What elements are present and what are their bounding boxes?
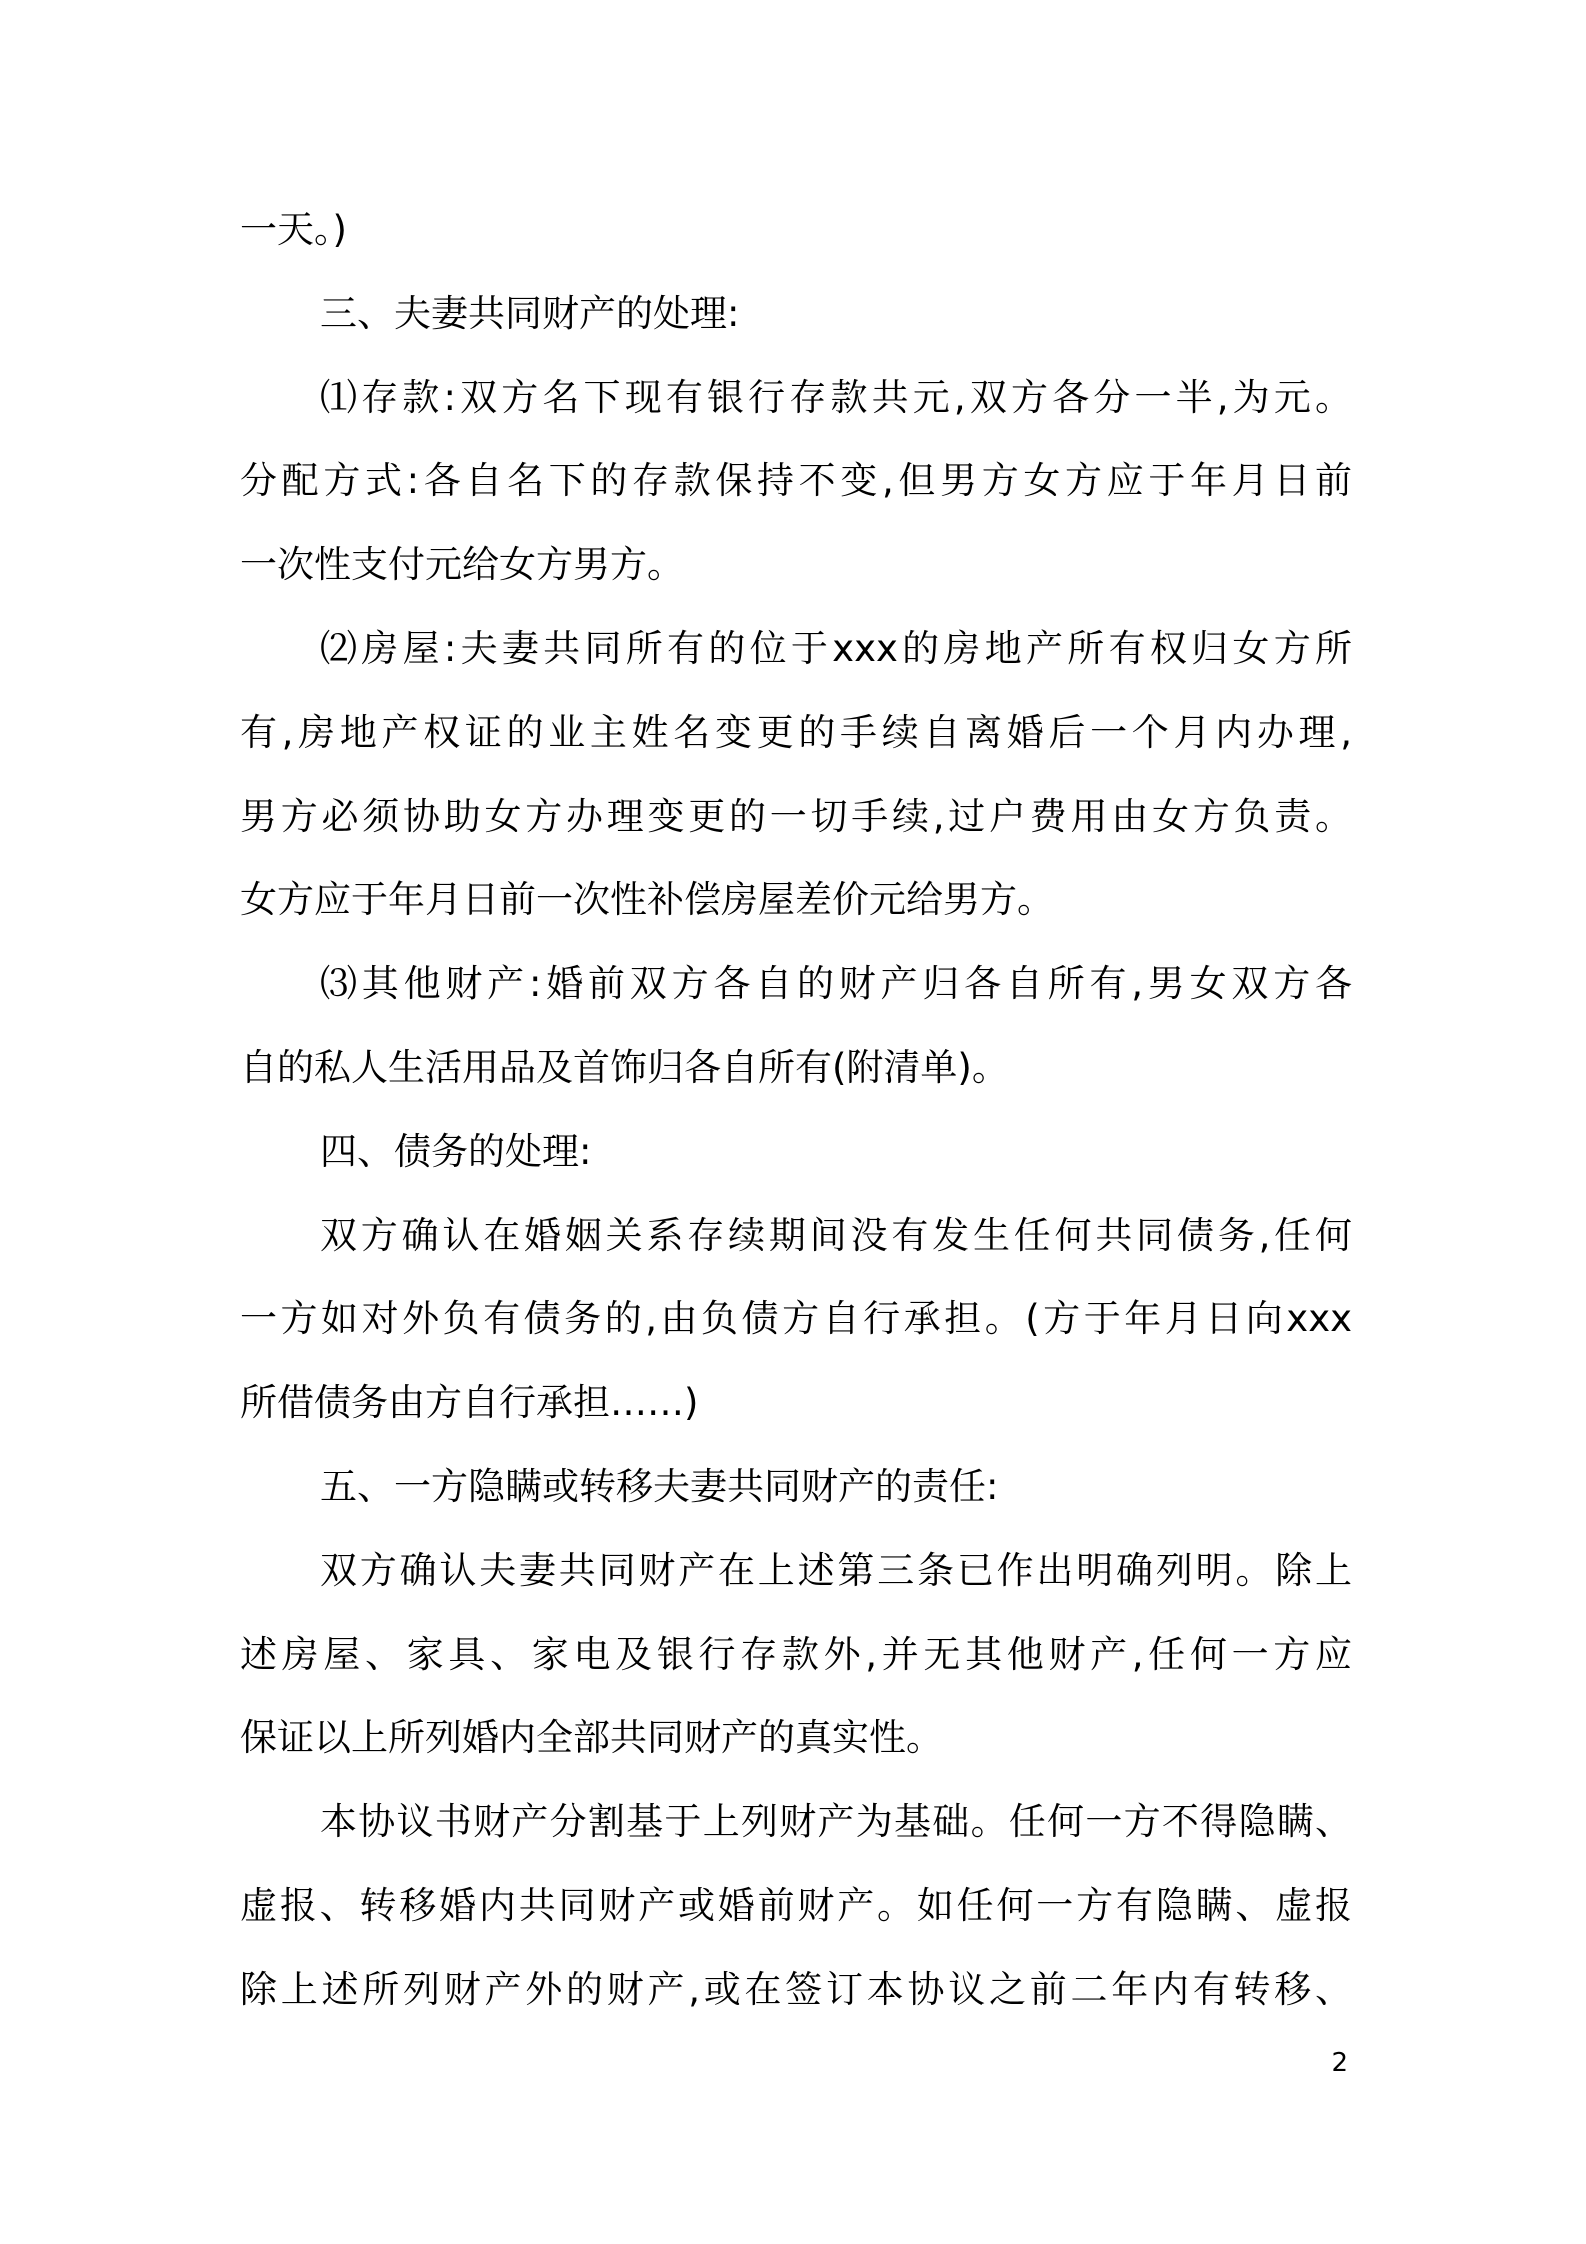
text-line: ⑴存款:双方名下现有银行存款共元,双方各分一半,为元。 [320,375,1352,419]
document-body [240,188,1352,2032]
text-line: 一天。) [240,208,347,251]
text-line: 分配方式:各自名下的存款保持不变,但男方女方应于年月日前 [240,459,1352,503]
text-line: 保证以上所列婚内全部共同财产的真实性。 [240,1716,943,1760]
text-line: 所借债务由方自行承担……) [240,1381,699,1425]
text-line: 虚报、转移婚内共同财产或婚前财产。如任何一方有隐瞒、虚报 [240,1883,1352,1927]
text-line: 自的私人生活用品及首饰归各自所有(附清单)。 [240,1045,1009,1089]
text-line: 男方必须协助女方办理变更的一切手续,过户费用由女方负责。 [240,794,1352,838]
text-line: 有,房地产权证的业主姓名变更的手续自离婚后一个月内办理, [240,710,1352,754]
text-line: 本协议书财产分割基于上列财产为基础。任何一方不得隐瞒、 [320,1800,1352,1844]
text-line: 双方确认在婚姻关系存续期间没有发生任何共同债务,任何 [320,1213,1352,1257]
section-heading: 三、夫妻共同财产的处理: [320,291,740,335]
section-heading: 四、债务的处理: [320,1129,592,1173]
text-line: 双方确认夫妻共同财产在上述第三条已作出明确列明。除上 [320,1548,1352,1592]
text-line: 女方应于年月日前一次性补偿房屋差价元给男方。 [240,878,1054,922]
text-line: 一次性支付元给女方男方。 [240,543,684,587]
page-number: 2 [1331,2048,1348,2078]
text-line: ⑵房屋:夫妻共同所有的位于xxx的房地产所有权归女方所 [320,626,1352,670]
text-line: 一方如对外负有债务的,由负债方自行承担。(方于年月日向xxx [240,1297,1352,1341]
text-line: ⑶其他财产:婚前双方各自的财产归各自所有,男女双方各 [320,962,1352,1006]
text-line: 除上述所列财产外的财产,或在签订本协议之前二年内有转移、 [240,1967,1352,2011]
section-heading: 五、一方隐瞒或转移夫妻共同财产的责任: [320,1464,999,1508]
text-line: 述房屋、家具、家电及银行存款外,并无其他财产,任何一方应 [240,1632,1352,1676]
